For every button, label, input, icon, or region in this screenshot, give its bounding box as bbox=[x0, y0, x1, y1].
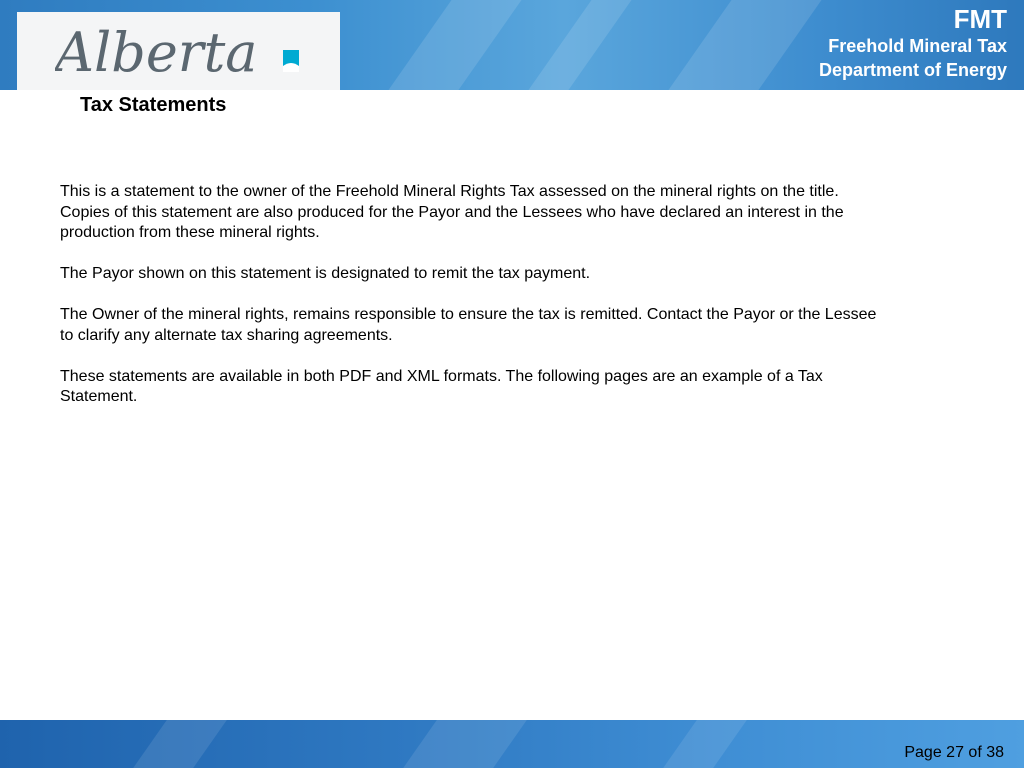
paragraph-intro: This is a statement to the owner of the Freehold Mineral Rights Tax assessed on the mineral rights on the title. Copies of this statement are also produced for the Payor and the Lessees who have declared an interest in the production from these mineral rights. bbox=[60, 183, 844, 241]
brand-department: Department of Energy bbox=[818, 60, 1007, 80]
paragraph-formats: These statements are available in both PDF and XML formats. The following pages are an example of a Tax Statement. bbox=[60, 367, 823, 405]
body-content bbox=[60, 182, 890, 428]
header-brand bbox=[819, 4, 1007, 82]
alberta-logo bbox=[17, 12, 340, 90]
header-banner bbox=[0, 0, 1024, 90]
svg-text:Alberta: Alberta bbox=[55, 21, 258, 84]
paragraph-owner: The Owner of the mineral rights, remains responsible to ensure the tax is remitted. Contact the Payor or the Lessee to clarify any alternate tax sharing agreements. bbox=[60, 306, 877, 344]
paragraph-payor: The Payor shown on this statement is designated to remit the tax payment. bbox=[60, 265, 591, 282]
brand-program-name: Freehold Mineral Tax bbox=[828, 36, 1007, 56]
alberta-logo-icon bbox=[55, 16, 315, 86]
page-title: Tax Statements bbox=[80, 94, 227, 116]
brand-acronym: FMT bbox=[953, 4, 1007, 34]
page-number: Page 27 of 38 bbox=[904, 744, 1004, 761]
footer-banner bbox=[0, 720, 1024, 768]
